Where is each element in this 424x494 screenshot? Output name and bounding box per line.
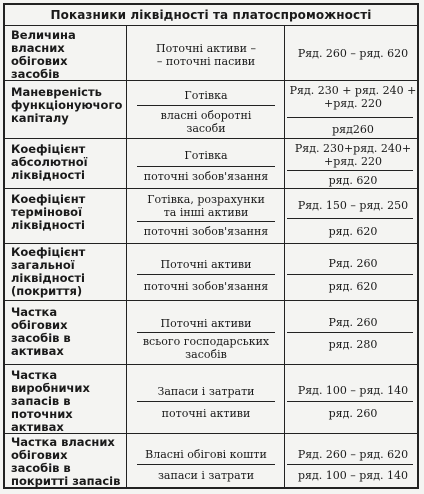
fraction-line — [137, 464, 275, 465]
numerator: Ряд. 260 — [328, 257, 378, 270]
fraction-line — [137, 401, 275, 402]
row-formula — [129, 365, 283, 434]
numerator: Ряд. 260 — [328, 316, 378, 329]
numerator: Готівка — [184, 149, 228, 162]
fraction-line — [137, 221, 275, 222]
row-balance-lines — [285, 81, 421, 139]
fraction-line — [287, 117, 413, 118]
table-row — [5, 80, 417, 138]
numerator: Ряд. 230 + ряд. 240 + +ряд. 220 — [289, 84, 417, 110]
row-label: Коефіцієнт термінової ліквідності — [11, 192, 86, 232]
row-balance-lines — [285, 189, 421, 244]
numerator: Ряд. 100 – ряд. 140 — [297, 384, 409, 397]
fraction-line — [137, 274, 275, 275]
liquidity-table — [3, 3, 419, 489]
fraction-line — [137, 166, 275, 167]
table-row — [5, 364, 417, 433]
row-balance-lines: Ряд. 260 – ряд. 620 — [297, 47, 409, 60]
row-formula — [129, 139, 283, 189]
row-label: Величина власних обігових засобів — [11, 28, 76, 81]
row-label: Частка власних обігових засобів в покритті запасів — [11, 435, 121, 488]
row-formula: Поточні активи – – поточні пасиви — [156, 42, 256, 68]
numerator: Ряд. 150 – ряд. 250 — [297, 199, 409, 212]
denominator: всього господарських засобів — [142, 335, 270, 361]
denominator: ряд. 620 — [328, 225, 378, 238]
row-balance-lines — [285, 301, 421, 365]
denominator: ряд260 — [332, 123, 374, 136]
fraction-line — [287, 170, 413, 171]
fraction-line — [137, 105, 275, 106]
row-formula — [129, 301, 283, 365]
numerator: Власні обігові кошти — [145, 448, 267, 461]
numerator: Готівка, розрахунки та інші активи — [147, 193, 265, 219]
row-balance-lines — [285, 139, 421, 189]
denominator: поточні зобов'язання — [143, 225, 269, 238]
row-label: Маневреність функціонуючого капіталу — [11, 85, 123, 125]
fraction-line — [287, 464, 413, 465]
denominator: ряд. 260 — [328, 407, 378, 420]
table-row — [5, 138, 417, 188]
fraction-line — [287, 401, 413, 402]
fraction-line — [287, 274, 413, 275]
table-row — [5, 300, 417, 364]
numerator: Поточні активи — [160, 317, 252, 330]
row-label: Частка обігових засобів в активах — [11, 305, 71, 358]
fraction-line — [287, 332, 413, 333]
row-label: Коефіцієнт абсолютної ліквідності — [11, 142, 88, 182]
table-row — [5, 188, 417, 243]
denominator: поточні зобов'язання — [143, 280, 269, 293]
numerator: Запаси і затрати — [157, 385, 255, 398]
denominator: ряд. 100 – ряд. 140 — [298, 469, 408, 482]
table-row — [5, 26, 417, 80]
numerator: Поточні активи — [160, 258, 252, 271]
table-title: Показники ліквідності та платоспроможності — [5, 5, 417, 26]
numerator: Ряд. 260 – ряд. 620 — [297, 448, 409, 461]
row-formula — [129, 244, 283, 301]
row-label: Коефіцієнт загальної ліквідності (покриття) — [11, 245, 86, 298]
row-formula — [129, 81, 283, 139]
row-balance-lines — [285, 365, 421, 434]
denominator: власні оборотні засоби — [160, 109, 252, 135]
numerator: Ряд. 230+ряд. 240+ +ряд. 220 — [294, 142, 412, 168]
denominator: поточні зобов'язання — [143, 170, 269, 183]
fraction-line — [137, 332, 275, 333]
numerator: Готівка — [184, 89, 228, 102]
denominator: ряд. 620 — [328, 280, 378, 293]
fraction-line — [287, 218, 413, 219]
denominator: ряд. 620 — [328, 174, 378, 187]
row-label: Частка виробничих запасів в поточних активах — [11, 368, 90, 434]
row-balance-lines — [285, 434, 421, 490]
row-formula — [129, 189, 283, 244]
row-formula — [129, 434, 283, 490]
denominator: ряд. 280 — [328, 338, 378, 351]
denominator: запаси і затрати — [157, 469, 255, 482]
table-row — [5, 433, 417, 489]
row-balance-lines — [285, 244, 421, 301]
denominator: поточні активи — [161, 407, 251, 420]
table-row — [5, 243, 417, 300]
